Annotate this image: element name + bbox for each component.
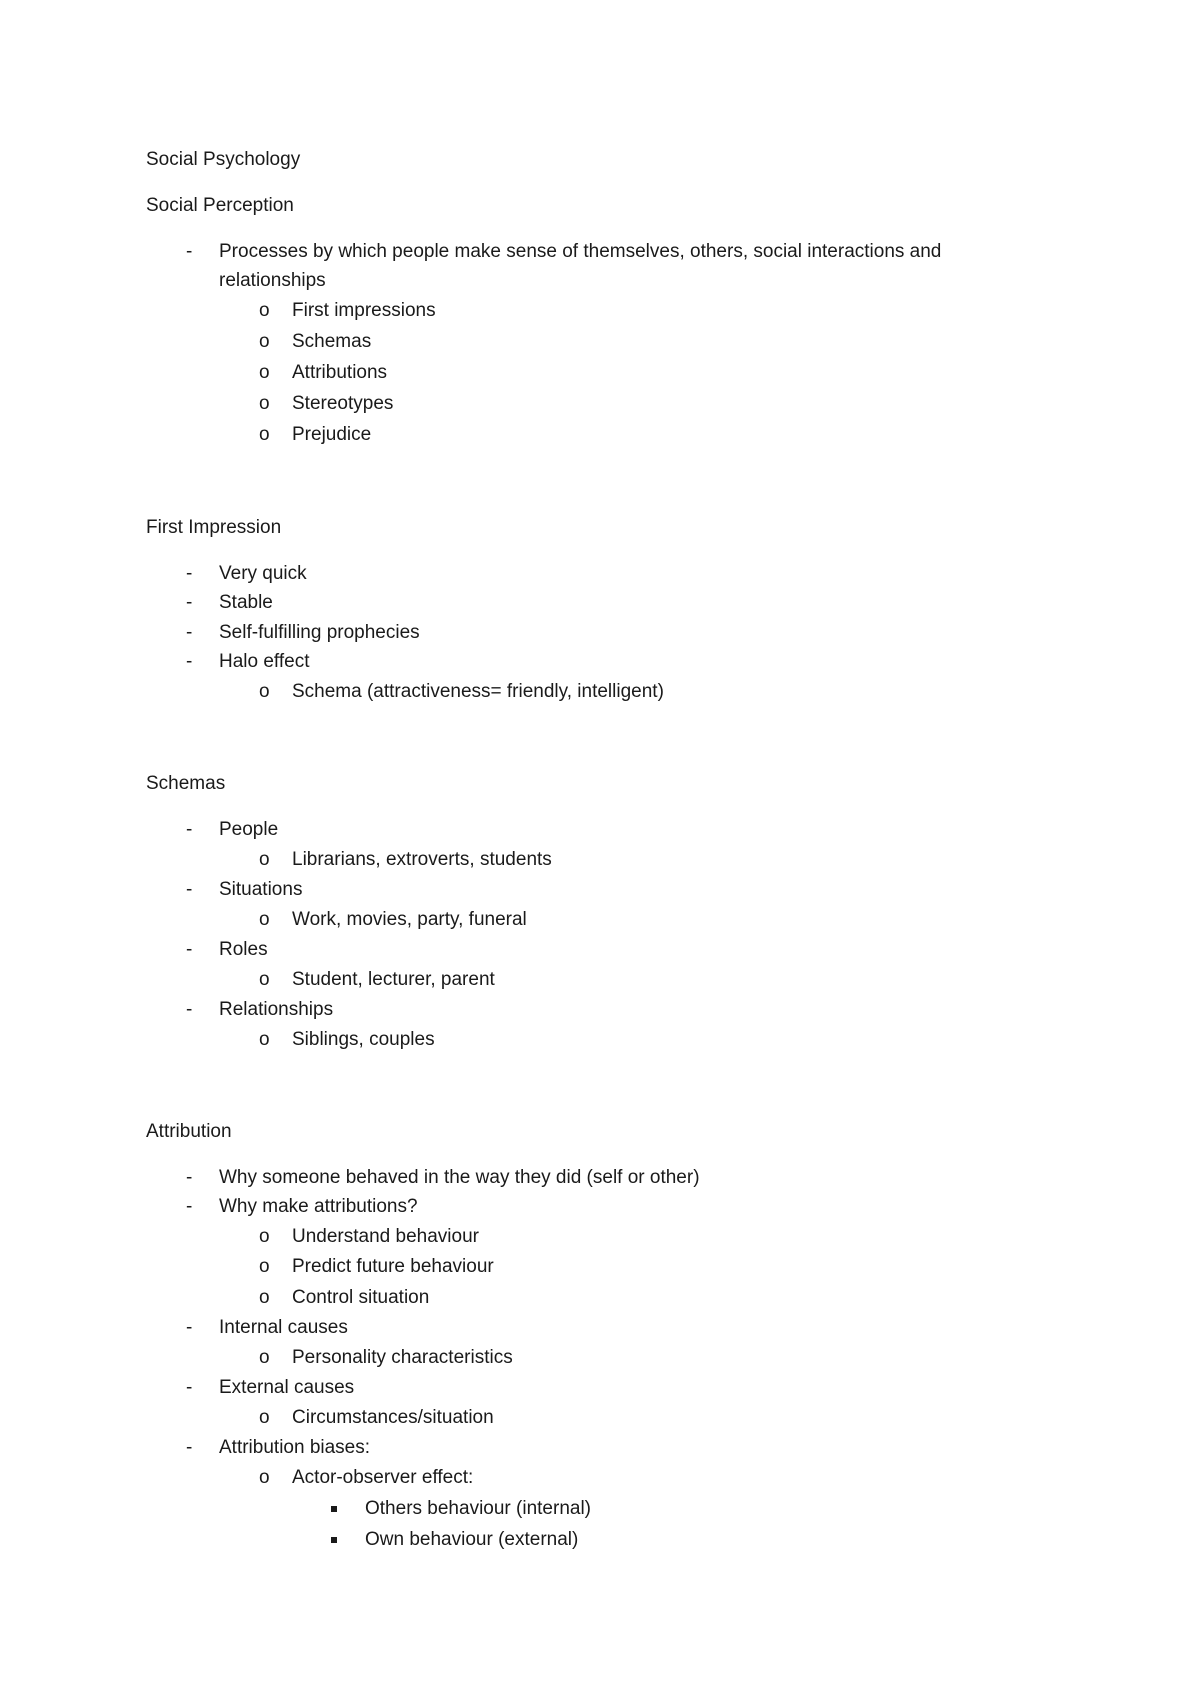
circle-marker: o (259, 1256, 270, 1277)
dash-marker: - (186, 563, 193, 584)
sub-list-item: Stereotypes (292, 393, 394, 414)
dash-marker: - (186, 1437, 193, 1458)
section-heading-social-perception: Social Perception (146, 195, 294, 216)
list-item: Why make attributions? (219, 1196, 418, 1217)
circle-marker: o (259, 362, 270, 383)
circle-marker: o (259, 969, 270, 990)
sub-list-item: Librarians, extroverts, students (292, 849, 552, 870)
dash-marker: - (186, 592, 193, 613)
dash-marker: - (186, 1317, 193, 1338)
square-bullet-icon (331, 1497, 337, 1521)
circle-marker: o (259, 1467, 270, 1488)
circle-marker: o (259, 331, 270, 352)
list-item: Roles (219, 939, 268, 960)
circle-marker: o (259, 909, 270, 930)
dash-marker: - (186, 879, 193, 900)
dash-marker: - (186, 1377, 193, 1398)
list-item: Stable (219, 592, 273, 613)
sub-list-item: Work, movies, party, funeral (292, 909, 527, 930)
dash-marker: - (186, 819, 193, 840)
document-title: Social Psychology (146, 149, 301, 170)
sub-list-item: Predict future behaviour (292, 1256, 494, 1277)
dash-marker: - (186, 999, 193, 1020)
list-item: People (219, 819, 279, 840)
list-item: Internal causes (219, 1317, 348, 1338)
circle-marker: o (259, 393, 270, 414)
sub-list-item: Control situation (292, 1287, 430, 1308)
list-item: Relationships (219, 999, 334, 1020)
circle-marker: o (259, 681, 270, 702)
sub-sub-list-item: Own behaviour (external) (365, 1529, 579, 1550)
circle-marker: o (259, 300, 270, 321)
sub-list-item: First impressions (292, 300, 436, 321)
list-item: Halo effect (219, 651, 310, 672)
circle-marker: o (259, 1029, 270, 1050)
circle-marker: o (259, 1287, 270, 1308)
square-bullet-icon (331, 1528, 337, 1552)
dash-marker: - (186, 241, 193, 262)
circle-marker: o (259, 1407, 270, 1428)
dash-marker: - (186, 651, 193, 672)
dash-marker: - (186, 622, 193, 643)
list-item: Why someone behaved in the way they did (self or other) (219, 1167, 700, 1188)
dash-marker: - (186, 939, 193, 960)
list-item: Situations (219, 879, 303, 900)
sub-list-item: Schema (attractiveness= friendly, intelligent) (292, 681, 664, 702)
list-item: Processes by which people make sense of themselves, others, social interactions and (219, 241, 942, 262)
list-item: Attribution biases: (219, 1437, 371, 1458)
circle-marker: o (259, 1226, 270, 1247)
circle-marker: o (259, 1347, 270, 1368)
section-heading-first-impression: First Impression (146, 517, 282, 538)
circle-marker: o (259, 424, 270, 445)
dash-marker: - (186, 1167, 193, 1188)
section-heading-schemas: Schemas (146, 773, 226, 794)
sub-list-item: Student, lecturer, parent (292, 969, 495, 990)
sub-list-item: Attributions (292, 362, 388, 383)
list-item: Self-fulfilling prophecies (219, 622, 420, 643)
sub-list-item: Personality characteristics (292, 1347, 513, 1368)
sub-sub-list-item: Others behaviour (internal) (365, 1498, 591, 1519)
list-item: Very quick (219, 563, 307, 584)
sub-list-item: Actor-observer effect: (292, 1467, 474, 1488)
sub-list-item: Understand behaviour (292, 1226, 479, 1247)
sub-list-item: Siblings, couples (292, 1029, 435, 1050)
circle-marker: o (259, 849, 270, 870)
sub-list-item: Circumstances/situation (292, 1407, 494, 1428)
sub-list-item: Prejudice (292, 424, 372, 445)
dash-marker: - (186, 1196, 193, 1217)
section-heading-attribution: Attribution (146, 1121, 232, 1142)
list-item-continuation: relationships (219, 270, 326, 291)
list-item: External causes (219, 1377, 355, 1398)
sub-list-item: Schemas (292, 331, 372, 352)
